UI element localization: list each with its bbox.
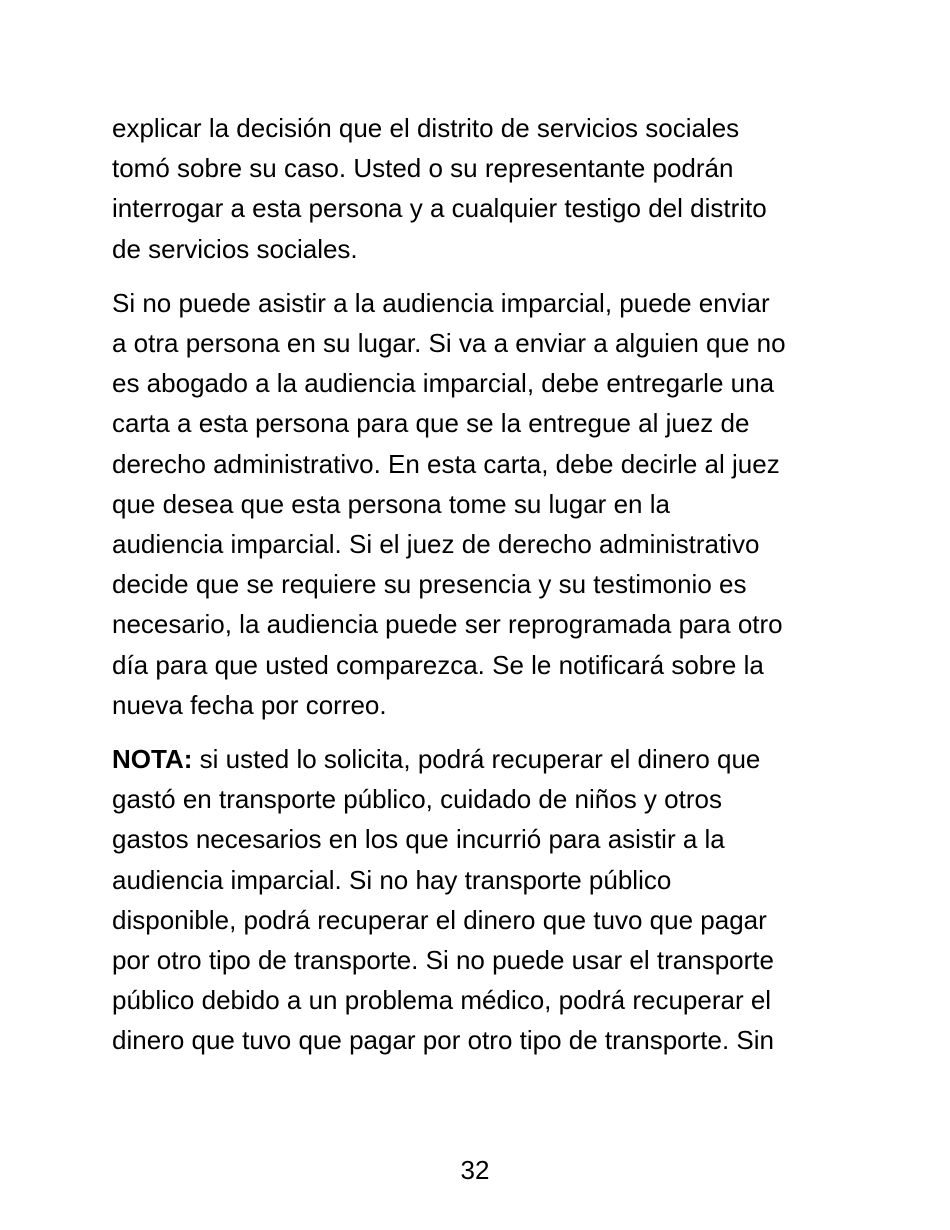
text-line: por otro tipo de transporte. Si no puede usar el transporte: [112, 945, 774, 976]
paragraph-hearing-explanation: [112, 108, 850, 269]
page-body: [112, 108, 850, 1075]
text-line: audiencia imparcial. Si no hay transporte público: [112, 864, 672, 895]
text-line: nueva fecha por correo.: [112, 689, 387, 720]
paragraph-representative: [112, 283, 850, 725]
text-line: audiencia imparcial. Si el juez de derecho administrativo: [112, 529, 760, 560]
text-line: gastos necesarios en los que incurrió para asistir a la: [112, 824, 725, 855]
text-line: explicar la decisión que el distrito de servicios sociales: [112, 113, 740, 143]
text-line: dinero que tuvo que pagar por otro tipo de transporte. Sin: [112, 1025, 774, 1056]
text-line: decide que se requiere su presencia y su testimonio es: [112, 569, 747, 600]
text-line: gastó en transporte público, cuidado de niños y otros: [112, 784, 722, 815]
page-number: 32: [460, 1155, 490, 1185]
text-line: día para que usted comparezca. Se le notificará sobre la: [112, 649, 764, 680]
text-line: interrogar a esta persona y a cualquier testigo del distrito: [112, 193, 767, 224]
text-line: Si no puede asistir a la audiencia imparcial, puede enviar: [112, 287, 770, 318]
note-first-line-text: si usted lo solicita, podrá recuperar el dinero que: [192, 744, 761, 775]
text-line: público debido a un problema médico, podrá recuperar el: [112, 985, 772, 1016]
text-line: es abogado a la audiencia imparcial, debe entregarle una: [112, 368, 775, 399]
text-line: disponible, podrá recuperar el dinero que tuvo que pagar: [112, 904, 767, 935]
text-line: carta a esta persona para que se la entregue al juez de: [112, 408, 750, 439]
text-line: necesario, la audiencia puede ser reprogramada para otro: [112, 609, 783, 640]
text-line: que desea que esta persona tome su lugar en la: [112, 488, 670, 519]
text-line: derecho administrativo. En esta carta, debe decirle al juez: [112, 448, 780, 479]
note-label: NOTA:: [112, 744, 193, 775]
paragraph-note: [112, 739, 850, 1061]
text-line: de servicios sociales.: [112, 233, 358, 264]
text-line: [112, 739, 850, 779]
text-line: tomó sobre su caso. Usted o su representante podrán: [112, 153, 734, 184]
text-line: a otra persona en su lugar. Si va a enviar a alguien que no: [112, 328, 786, 359]
